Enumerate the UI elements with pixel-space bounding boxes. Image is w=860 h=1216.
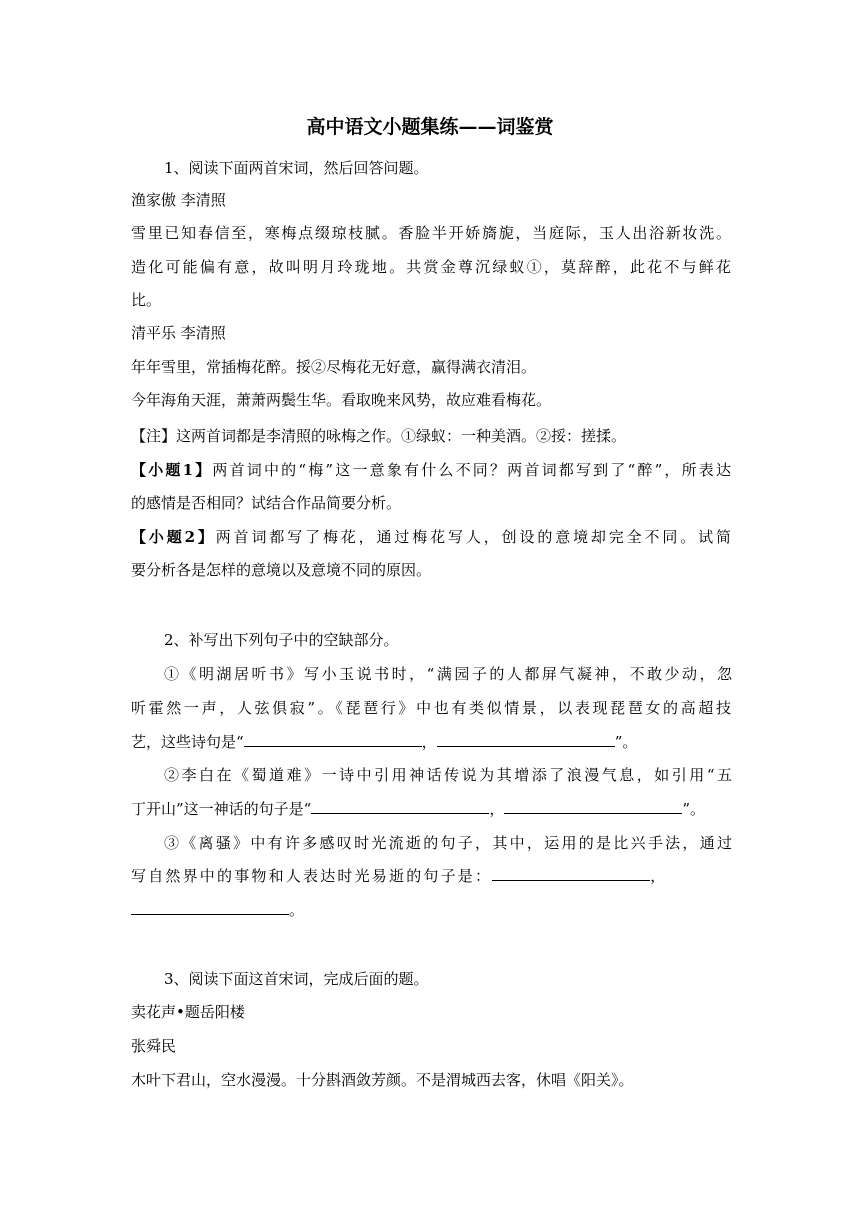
q1-note: 【注】这两首词都是李清照的咏梅之作。①绿蚁：一种美酒。②挼：搓揉。: [131, 427, 627, 445]
q1-subquestion-1: [131, 459, 731, 481]
poem1-line: 比。: [131, 291, 162, 309]
poem1-line: 造化可能偏有意，故叫明月玲珑地。共赏金尊沉绿蚁①，莫辞醉，此花不与鲜花: [131, 258, 731, 276]
poem2-heading: 清平乐 李清照: [131, 324, 226, 342]
q1-subquestion-1-cont: 的感情是否相同？试结合作品简要分析。: [131, 494, 402, 512]
q2-item2-fill: [131, 798, 731, 820]
text-segment: ，: [421, 733, 437, 751]
text-segment: 写自然界中的事物和人表达时光易逝的句子是：: [131, 867, 493, 885]
q2-item1-fill: [131, 731, 731, 753]
answer-blank[interactable]: [437, 731, 615, 747]
subquestion-text: 两首词中的“梅”这一意象有什么不同？两首词都写到了“醉”，所表达: [212, 461, 732, 479]
q3-poem-title: 卖花声•题岳阳楼: [131, 1003, 245, 1021]
poem1-heading: 渔家傲 李清照: [131, 191, 226, 209]
q2-item3-fill-cont: [131, 899, 731, 921]
q2-item1-line: ①《明湖居听书》写小玉说书时，“满园子的人都屏气凝神，不敢少动，忽: [164, 665, 732, 683]
q2-item3-line: ③《离骚》中有许多感叹时光流逝的句子，其中，运用的是比兴手法，通过: [164, 834, 732, 852]
q2-item2-line: ②李白在《蜀道难》一诗中引用神话传说为其增添了浪漫气息，如引用“五: [164, 766, 732, 784]
q1-subquestion-2-cont: 要分析各是怎样的意境以及意境不同的原因。: [131, 561, 432, 579]
q2-item1-line: 听霍然一声，人弦俱寂”。《琵琶行》中也有类似情景，以表现琵琶女的高超技: [131, 699, 731, 717]
poem1-line: 雪里已知春信至，寒梅点缀琼枝腻。香脸半开娇旖旎，当庭际，玉人出浴新妆洗。: [131, 224, 731, 242]
answer-blank[interactable]: [244, 731, 422, 747]
subquestion-label: 【小题2】: [131, 528, 216, 546]
text-segment: ，: [650, 867, 668, 885]
text-segment: 。: [289, 901, 305, 919]
text-segment: ”。: [682, 800, 706, 818]
q2-stem: 2、补写出下列句子中的空缺部分。: [164, 631, 399, 649]
poem2-line: 年年雪里，常插梅花醉。挼②尽梅花无好意，赢得满衣清泪。: [131, 358, 537, 376]
text-segment: 艺，这些诗句是“: [131, 733, 244, 751]
text-segment: ”。: [614, 733, 638, 751]
answer-blank[interactable]: [504, 798, 682, 814]
text-segment: ，: [489, 800, 505, 818]
q3-poem-line: 木叶下君山，空水漫漫。十分斟酒敛芳颜。不是渭城西去客，休唱《阳关》。: [131, 1071, 634, 1089]
q2-item3-fill: [131, 865, 731, 887]
subquestion-text: 两首词都写了梅花，通过梅花写人，创设的意境却完全不同。试简: [215, 528, 731, 546]
answer-blank[interactable]: [311, 798, 489, 814]
document-title: 高中语文小题集练——词鉴赏: [306, 116, 554, 138]
subquestion-label: 【小题1】: [131, 461, 213, 479]
q1-stem: 1、阅读下面两首宋词，然后回答问题。: [164, 159, 429, 177]
q1-subquestion-2: [131, 526, 731, 548]
poem2-line: 今年海角天涯，萧萧两鬓生华。看取晚来风势，故应难看梅花。: [131, 391, 552, 409]
text-segment: 丁开山”这一神话的句子是“: [131, 800, 312, 818]
q3-stem: 3、阅读下面这首宋词，完成后面的题。: [164, 970, 429, 988]
q3-author: 张舜民: [131, 1037, 177, 1055]
answer-blank[interactable]: [492, 865, 650, 881]
answer-blank[interactable]: [131, 899, 289, 915]
